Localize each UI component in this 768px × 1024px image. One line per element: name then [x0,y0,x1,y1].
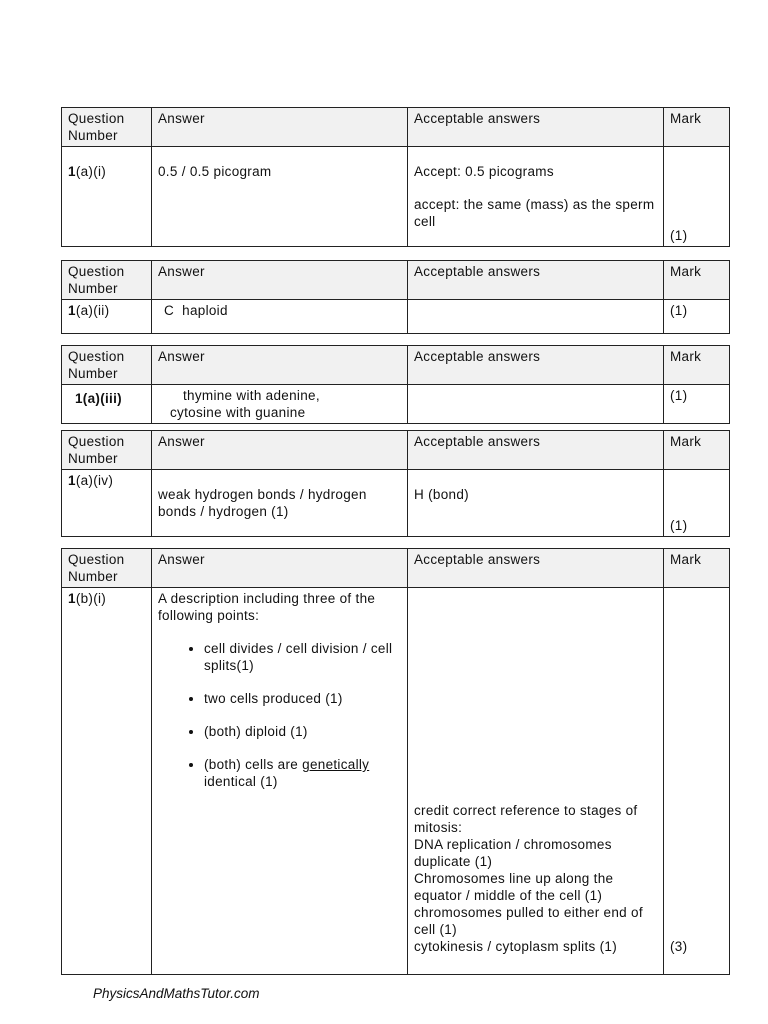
header-mark: Mark [664,431,730,470]
acceptable-answers-cell [408,385,664,424]
answer-cell: weak hydrogen bonds / hydrogen bonds / hydrogen (1) [152,470,408,537]
acceptable-answer-line: cytokinesis / cytoplasm splits (1) [414,939,618,954]
header-mark: Mark [664,346,730,385]
answer-cell [152,385,408,424]
question-number: 1(b)(i) [62,588,152,975]
header-acceptable-answers: Acceptable answers [408,346,664,385]
header-answer: Answer [152,346,408,385]
answer-point: • (both) diploid (1) [204,723,401,740]
header-question-number: Question Number [62,549,152,588]
mark-cell: (3) [664,588,730,975]
acceptable-answer-line: chromosomes pulled to either end of cell (1) [414,905,643,937]
answer-point: • cell divides / cell division / cell splits(1) [204,640,401,674]
header-question-number: Question Number [62,431,152,470]
question-number: 1(a)(ii) [62,300,152,334]
header-answer: Answer [152,108,408,147]
acceptable-answers-cell [408,588,664,975]
question-number: 1(a)(iv) [62,470,152,537]
header-acceptable-answers: Acceptable answers [408,549,664,588]
answer-cell: 0.5 / 0.5 picogram [152,147,408,247]
answer-intro: A description including three of the following points: [158,591,376,623]
header-question-number: Question Number [62,261,152,300]
answer-line-1: thymine with adenine, [183,388,320,403]
header-mark: Mark [664,549,730,588]
acceptable-answer-line: DNA replication / chromosomes duplicate (1) [414,837,612,869]
mark-scheme-table-1a-i [61,107,730,247]
answer-cell: C haploid [152,300,408,334]
header-mark: Mark [664,108,730,147]
mark-scheme-table-1a-iii [61,345,730,424]
footer-site-name: PhysicsAndMathsTutor.com [93,986,260,1001]
header-acceptable-answers: Acceptable answers [408,108,664,147]
answer-point: • (both) cells are genetically identical (1) [204,756,401,790]
acceptable-answer-line: credit correct reference to stages of mitosis: [414,803,638,835]
mark-scheme-table-1b-i [61,548,730,975]
header-answer: Answer [152,549,408,588]
acceptable-answer-2: accept: the same (mass) as the sperm cell [414,197,655,229]
header-answer: Answer [152,261,408,300]
mark-cell: (1) [664,300,730,334]
header-question-number: Question Number [62,346,152,385]
header-answer: Answer [152,431,408,470]
header-acceptable-answers: Acceptable answers [408,431,664,470]
acceptable-answers-cell: H (bond) [408,470,664,537]
acceptable-answer-line: Chromosomes line up along the equator / middle of the cell (1) [414,871,614,903]
answer-cell [152,588,408,975]
acceptable-answers-cell [408,147,664,247]
answer-point: • two cells produced (1) [204,690,401,707]
answer-points-list [158,640,401,790]
mark-cell: (1) [664,147,730,247]
mark-cell: (1) [664,470,730,537]
mark-scheme-table-1a-iv [61,430,730,537]
acceptable-answer-1: Accept: 0.5 picograms [414,164,554,179]
header-mark: Mark [664,261,730,300]
question-number: 1(a)(iii) [62,385,152,424]
mark-cell: (1) [664,385,730,424]
header-question-number: Question Number [62,108,152,147]
answer-line-2: cytosine with guanine [170,405,306,420]
header-acceptable-answers: Acceptable answers [408,261,664,300]
mark-scheme-table-1a-ii [61,260,730,334]
acceptable-answers-cell [408,300,664,334]
question-number: 1(a)(i) [62,147,152,247]
